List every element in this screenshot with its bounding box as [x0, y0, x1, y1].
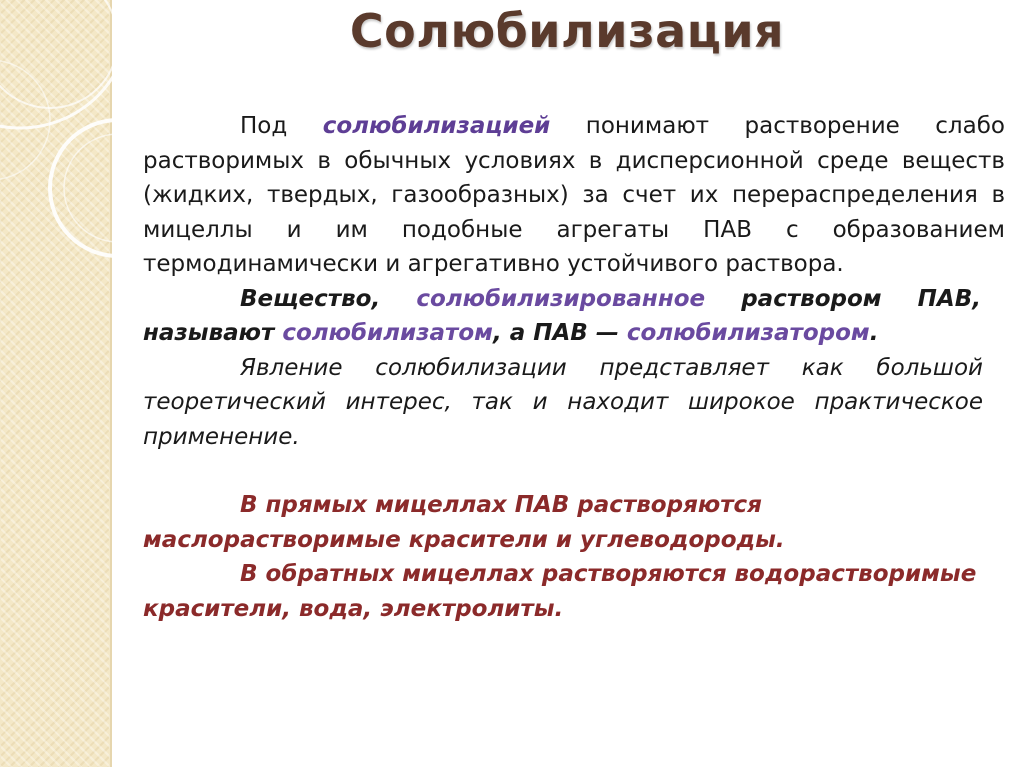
intro-text-rest: понимают растворение слабо растворимых в обычных условиях в дисперсионной среде веществ (жидких, твердых, газообразных) за счет их перераспределения в мицеллы и им подобные агрегаты ПАВ с образованием термодинамически и агрегативно устойчивого раствора. — [143, 113, 1005, 277]
interest-paragraph: Явление солюбилизации представляет как большой теоретический интерес, так и находит широкое практическое применение. — [143, 354, 983, 450]
reverse-micelles-paragraph: В обратных мицеллах растворяются водорастворимые красители, вода, электролиты. — [143, 561, 977, 622]
slide-body — [143, 109, 1005, 626]
intro-text-start: Под — [240, 113, 323, 139]
definition-text-2: раствором ПАВ, называют — [143, 285, 981, 346]
decorative-side-band — [0, 0, 112, 767]
definition-text-3: , а ПАВ — — [492, 320, 627, 346]
direct-micelles-paragraph: В прямых мицеллах ПАВ растворяются маслорастворимые красители и углеводороды. — [143, 492, 785, 553]
decorative-circles-graphic — [0, 0, 112, 767]
term-solubilizate: солюбилизатом — [282, 320, 493, 346]
term-solubilization: солюбилизацией — [322, 113, 551, 139]
slide-title: Солюбилизация — [349, 4, 785, 58]
spacer — [143, 454, 1005, 488]
definition-text-4: . — [869, 320, 879, 346]
intro-paragraph — [143, 109, 1005, 282]
term-solubilized: солюбилизированное — [416, 285, 706, 312]
definition-text-1: Вещество, — [240, 285, 417, 312]
definition-paragraph — [143, 282, 981, 351]
term-solubilizer: солюбилизатором — [626, 320, 870, 346]
